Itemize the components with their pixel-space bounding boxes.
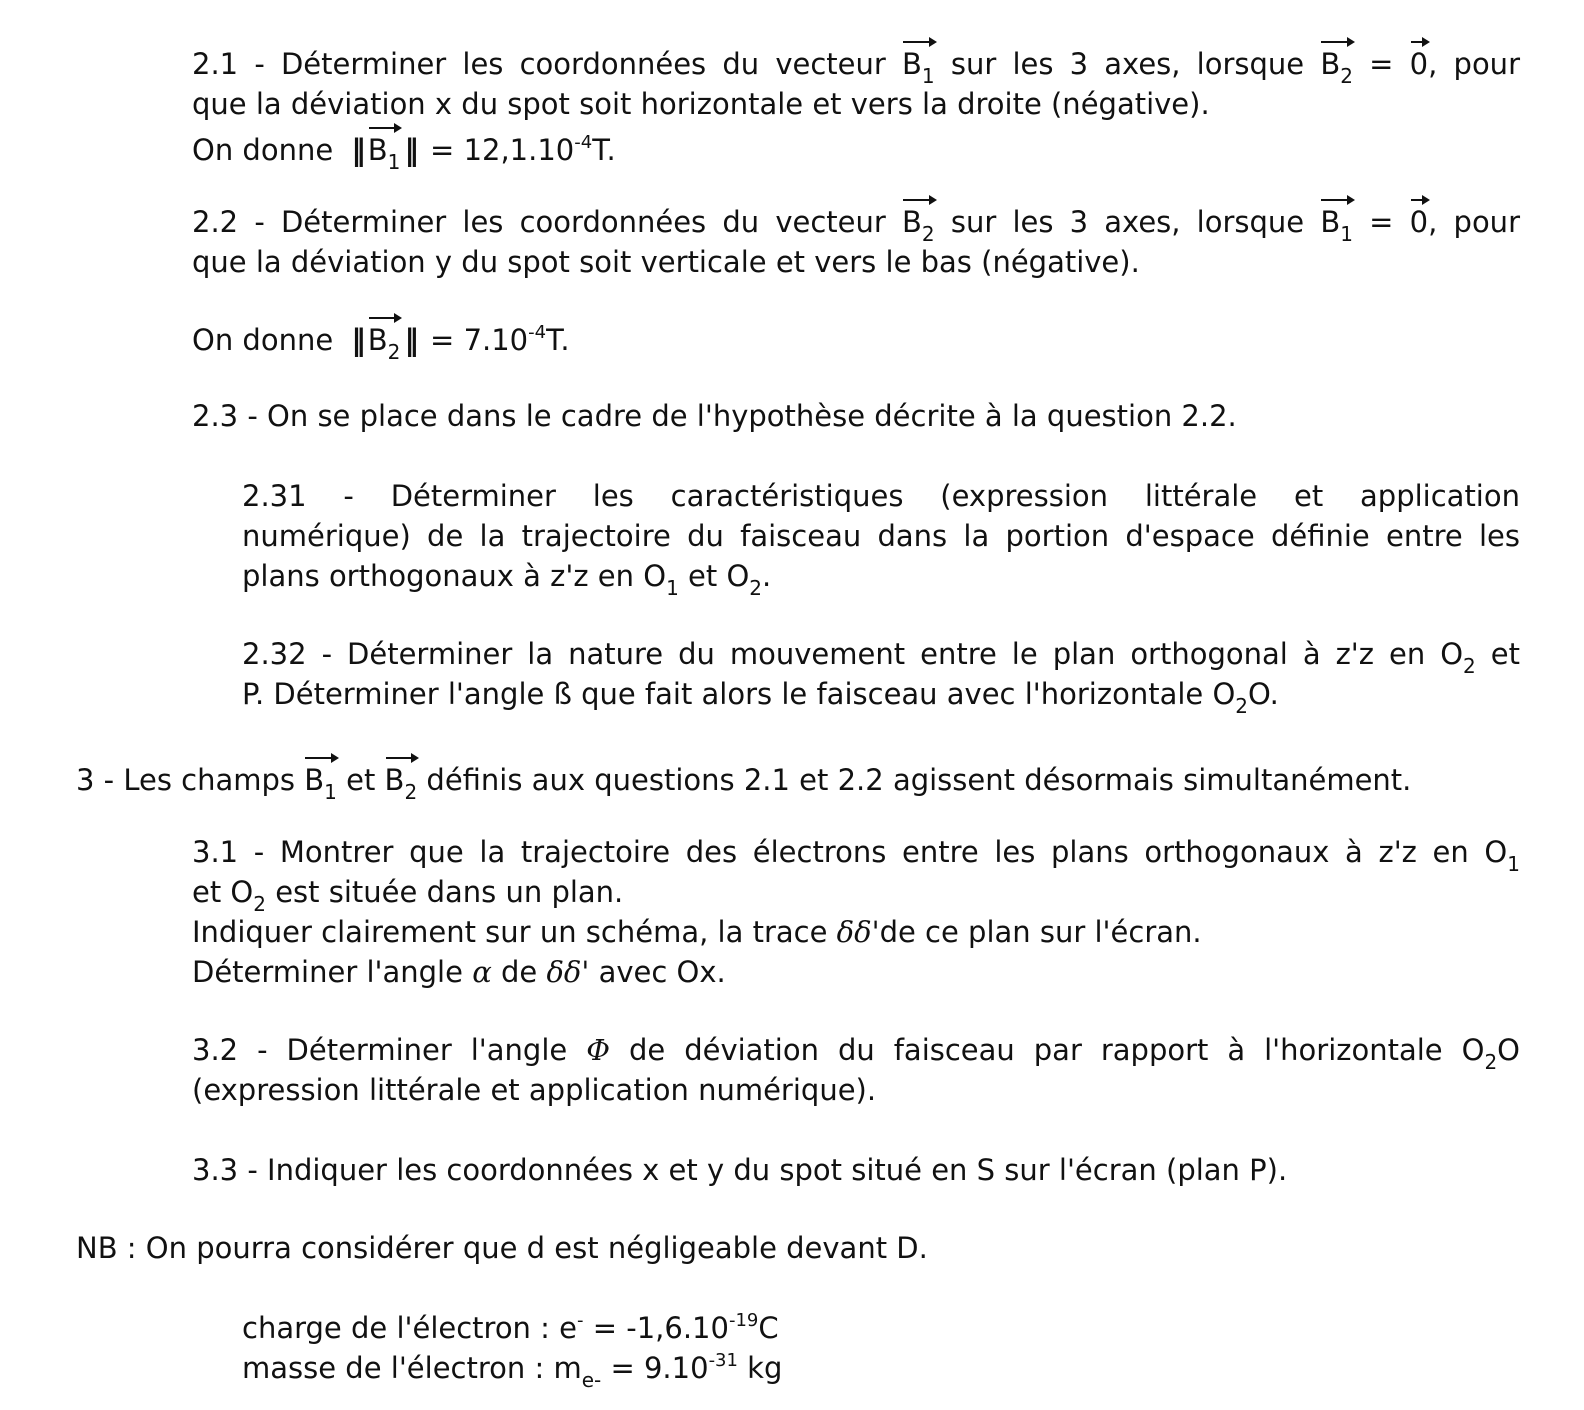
delta-symbol: δδ' [546, 955, 590, 989]
question-2-2-given: On donne ‖ $B_2$ ‖ = $7.10^{-4}T$. [192, 314, 1520, 360]
question-2-1 [192, 38, 1520, 174]
question-2-2 [192, 196, 1520, 282]
vector-b2: $B_2$ [385, 754, 418, 800]
constants [242, 1308, 1520, 1392]
vector-b2: $B_2$ [368, 314, 401, 360]
vector-b1: $B_1$ [368, 124, 401, 170]
question-3-1: 3.1 - Montrer que la trajectoire des électrons entre les plans orthogonaux à z'z en $O_1$ et $O_2$ est située dans un plan. Indiquer clairement sur un schéma, la trace δδ'de ce plan sur l'écran. Déterminer l'angle α de δδ' avec Ox. [192, 835, 1520, 989]
electron-charge: charge de l'électron : $e^- = -1,6.10^{-19}C$ [242, 1310, 779, 1345]
question-3: 3 - Les champs $B_1$ et $B_2$ définis aux questions 2.1 et 2.2 agissent désormais simultanément. [76, 754, 1520, 800]
question-2-3: 2.3 - On se place dans le cadre de l'hypothèse décrite à la question 2.2. [192, 399, 1237, 433]
electron-mass: masse de l'électron : $m_{e-} = 9.10^{-31}$ kg [242, 1350, 783, 1392]
question-2-31: 2.31 - Déterminer les caractéristiques (expression littérale et application numérique) de la trajectoire du faisceau dans la portion d'espace définie entre les plans orthogonaux à z'z en $O_1$ et $O_2$. [242, 479, 1520, 600]
vector-zero: 0 [1410, 38, 1428, 84]
vector-zero: 0 [1410, 196, 1428, 242]
note-nb: NB : On pourra considérer que d est négligeable devant D. [76, 1231, 928, 1265]
question-2-1-line-2: que la déviation x du spot soit horizontale et vers la droite (négative). [192, 87, 1210, 121]
question-2-2-line-1: 2.2 - Déterminer les coordonnées du vecteur $B_2$ sur les 3 axes, lorsque $B_1 = 0$, pour [192, 196, 1520, 242]
vector-b1: $B_1$ [304, 754, 337, 800]
vector-b1: $B_1$ [1320, 196, 1353, 242]
vector-b2: $B_2$ [902, 196, 935, 242]
vector-b2: $B_2$ [1320, 38, 1353, 84]
vector-b1: $B_1$ [902, 38, 935, 84]
phi-symbol: Φ [586, 1033, 610, 1067]
question-2-32: 2.32 - Déterminer la nature du mouvement entre le plan orthogonal à z'z en $O_2$ et P. Déterminer l'angle ß que fait alors le faisceau avec l'horizontale $O_2O$. [242, 637, 1520, 718]
question-3-3: 3.3 - Indiquer les coordonnées x et y du spot situé en S sur l'écran (plan P). [192, 1153, 1288, 1187]
question-2-1-given: On donne ‖ $B_1$ ‖ = $12,1.10^{-4}T$. [192, 124, 1520, 170]
delta-symbol: δδ' [836, 915, 880, 949]
alpha-symbol: α [472, 955, 492, 989]
question-3-2: 3.2 - Déterminer l'angle Φ de déviation du faisceau par rapport à l'horizontale $O_2O$ (expression littérale et application numérique). [192, 1033, 1520, 1107]
question-2-2-line-2: que la déviation y du spot soit verticale et vers le bas (négative). [192, 245, 1140, 279]
question-2-1-line-1: 2.1 - Déterminer les coordonnées du vecteur $B_1$ sur les 3 axes, lorsque $B_2 = 0$, pour [192, 38, 1520, 84]
